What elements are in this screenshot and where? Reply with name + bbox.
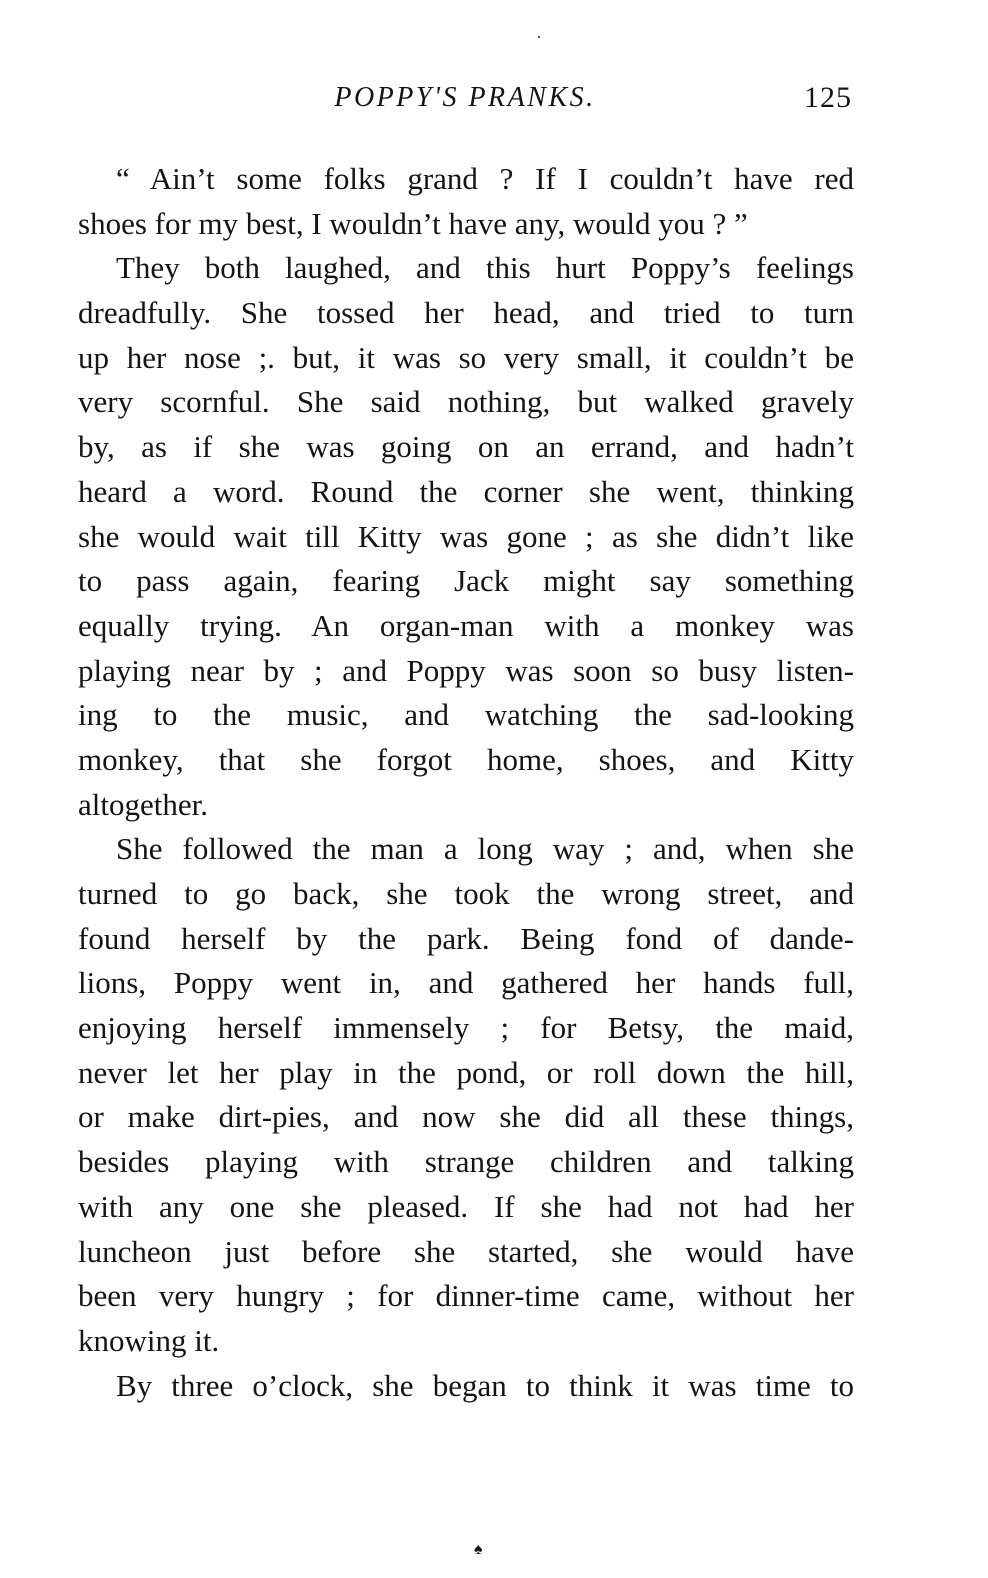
text-line: altogether. — [78, 786, 208, 822]
text-line: enjoying herself immensely ; for Betsy, the maid, — [78, 1010, 854, 1046]
text-line: or make dirt-pies, and now she did all these things, — [78, 1099, 854, 1135]
text-line: luncheon just before she started, she would have — [78, 1233, 854, 1269]
text-line: knowing it. — [78, 1322, 220, 1358]
text-line: playing near by ; and Poppy was soon so busy listen- — [78, 652, 854, 688]
body-text — [78, 157, 854, 1408]
text-line: she would wait till Kitty was gone ; as she didn’t like — [78, 518, 854, 554]
text-line: dreadfully. She tossed her head, and tried to turn — [78, 295, 854, 331]
print-speck — [538, 36, 540, 38]
text-line: with any one she pleased. If she had not had her — [78, 1188, 854, 1224]
text-line: never let her play in the pond, or roll down the hill, — [78, 1054, 854, 1090]
text-line: ing to the music, and watching the sad-looking — [78, 697, 854, 733]
text-line: She followed the man a long way ; and, when she — [116, 831, 854, 867]
text-line: been very hungry ; for dinner-time came, without her — [78, 1278, 854, 1314]
text-line: By three o’clock, she began to think it was time to — [116, 1367, 854, 1403]
text-line: found herself by the park. Being fond of dande- — [78, 920, 854, 956]
text-line: to pass again, fearing Jack might say something — [78, 563, 854, 599]
signature-mark: ♠ — [474, 1541, 483, 1558]
text-line: They both laughed, and this hurt Poppy’s feelings — [116, 250, 854, 286]
text-line: by, as if she was going on an errand, and hadn’t — [78, 429, 854, 465]
text-line: besides playing with strange children and talking — [78, 1144, 854, 1180]
text-line: very scornful. She said nothing, but walked gravely — [78, 384, 854, 420]
text-line: “ Ain’t some folks grand ? If I couldn’t have red — [116, 161, 854, 196]
text-line: monkey, that she forgot home, shoes, and Kitty — [78, 741, 854, 777]
text-line: heard a word. Round the corner she went, thinking — [78, 473, 854, 509]
text-line: turned to go back, she took the wrong street, and — [78, 876, 854, 911]
running-title: POPPY'S PRANKS. — [334, 82, 596, 113]
page-number: 125 — [804, 81, 852, 114]
text-line: shoes for my best, I wouldn’t have any, would you ? ” — [78, 205, 748, 241]
running-header — [78, 76, 852, 120]
text-line: equally trying. An organ-man with a monkey was — [78, 607, 854, 643]
text-line: lions, Poppy went in, and gathered her hands full, — [78, 965, 854, 1001]
text-line: up her nose ;. but, it was so very small, it couldn’t be — [78, 339, 854, 375]
